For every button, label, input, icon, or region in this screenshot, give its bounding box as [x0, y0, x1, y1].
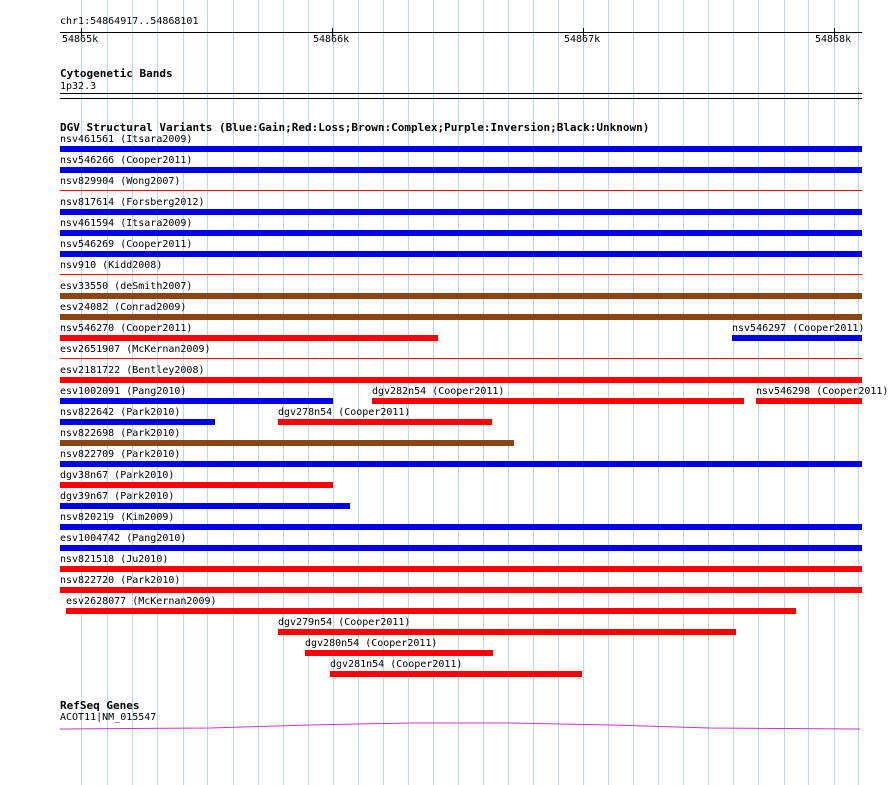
variant-label[interactable]: nsv546297 (Cooper2011)	[732, 323, 865, 334]
variant-bar-gain[interactable]	[60, 545, 862, 551]
variant-label[interactable]: nsv546270 (Cooper2011)	[60, 323, 193, 334]
variant-bar-loss[interactable]	[60, 190, 862, 191]
grid-line	[308, 0, 309, 785]
variant-bar-gain[interactable]	[732, 335, 862, 341]
variant-label[interactable]: esv1002091 (Pang2010)	[60, 386, 187, 397]
variant-bar-gain[interactable]	[60, 503, 350, 509]
variant-bar-gain[interactable]	[60, 146, 862, 152]
variant-bar-gain[interactable]	[60, 209, 862, 215]
variant-label[interactable]: nsv461594 (Itsara2009)	[60, 218, 193, 229]
variant-bar-gain[interactable]	[60, 524, 862, 530]
ruler-tick-label: 54868k	[815, 34, 852, 45]
variant-bar-loss[interactable]	[60, 335, 438, 341]
grid-line	[258, 0, 259, 785]
variant-bar-gain[interactable]	[60, 230, 862, 236]
variant-bar-loss[interactable]	[372, 398, 744, 404]
variant-label[interactable]: esv2651907 (McKernan2009)	[60, 344, 211, 355]
variant-label[interactable]: dgv282n54 (Cooper2011)	[372, 386, 505, 397]
variant-label[interactable]: nsv822642 (Park2010)	[60, 407, 181, 418]
variant-bar-loss[interactable]	[60, 566, 862, 572]
variant-label[interactable]: esv33550 (deSmith2007)	[60, 281, 193, 292]
variant-label[interactable]: dgv38n67 (Park2010)	[60, 470, 175, 481]
variant-bar-complex[interactable]	[60, 293, 862, 299]
ruler-tick-label: 54867k	[564, 34, 601, 45]
grid-line	[558, 0, 559, 785]
refseq-track-title: RefSeq Genes	[60, 699, 140, 712]
variant-label[interactable]: nsv822720 (Park2010)	[60, 575, 181, 586]
grid-line	[658, 0, 659, 785]
variant-label[interactable]: nsv829904 (Wong2007)	[60, 176, 181, 187]
cytoband-label: 1p32.3	[60, 81, 97, 92]
variant-bar-loss[interactable]	[278, 419, 492, 425]
variant-bar-loss[interactable]	[330, 671, 582, 677]
location-label: chr1:54864917..54868101	[60, 16, 199, 27]
dgv-track-title: DGV Structural Variants (Blue:Gain;Red:Loss;Brown:Complex;Purple:Inversion;Black:Unknown)	[60, 121, 650, 134]
variant-bar-loss[interactable]	[756, 398, 862, 404]
variant-label[interactable]: dgv39n67 (Park2010)	[60, 491, 175, 502]
variant-label[interactable]: nsv817614 (Forsberg2012)	[60, 197, 205, 208]
variant-label[interactable]: nsv822698 (Park2010)	[60, 428, 181, 439]
variant-label[interactable]: nsv546298 (Cooper2011)	[756, 386, 889, 397]
grid-line	[633, 0, 634, 785]
variant-label[interactable]: nsv820219 (Kim2009)	[60, 512, 175, 523]
cytoband-line-bottom	[60, 98, 862, 99]
variant-label[interactable]: dgv278n54 (Cooper2011)	[278, 407, 411, 418]
variant-bar-loss[interactable]	[60, 274, 862, 275]
ruler-tick-label: 54865k	[62, 34, 99, 45]
variant-label[interactable]: esv24082 (Conrad2009)	[60, 302, 187, 313]
variant-bar-loss[interactable]	[60, 377, 862, 383]
grid-line	[283, 0, 284, 785]
variant-label[interactable]: dgv279n54 (Cooper2011)	[278, 617, 411, 628]
cytoband-line-top	[60, 93, 862, 94]
grid-line	[733, 0, 734, 785]
variant-bar-gain[interactable]	[60, 419, 215, 425]
gene-intron-line	[60, 723, 860, 729]
variant-bar-loss[interactable]	[60, 358, 862, 359]
variant-label[interactable]: nsv546266 (Cooper2011)	[60, 155, 193, 166]
variant-bar-loss[interactable]	[305, 650, 493, 656]
variant-bar-loss[interactable]	[60, 587, 862, 593]
variant-bar-gain[interactable]	[60, 398, 333, 404]
ruler-tick-label: 54866k	[313, 34, 350, 45]
grid-line	[533, 0, 534, 785]
cytoband-track-title: Cytogenetic Bands	[60, 67, 173, 80]
variant-bar-loss[interactable]	[60, 482, 333, 488]
variant-label[interactable]: nsv822709 (Park2010)	[60, 449, 181, 460]
variant-bar-loss[interactable]	[278, 629, 736, 635]
variant-label[interactable]: esv2628077 (McKernan2009)	[66, 596, 217, 607]
grid-line	[508, 0, 509, 785]
grid-line	[233, 0, 234, 785]
ruler-line	[60, 32, 862, 33]
variant-bar-complex[interactable]	[60, 314, 862, 320]
variant-label[interactable]: nsv910 (Kidd2008)	[60, 260, 163, 271]
variant-bar-loss[interactable]	[66, 608, 796, 614]
grid-line	[608, 0, 609, 785]
variant-bar-gain[interactable]	[60, 461, 862, 467]
variant-label[interactable]: nsv821518 (Ju2010)	[60, 554, 169, 565]
variant-label[interactable]: esv1004742 (Pang2010)	[60, 533, 187, 544]
variant-bar-complex[interactable]	[60, 440, 514, 446]
variant-label[interactable]: nsv461561 (Itsara2009)	[60, 134, 193, 145]
variant-label[interactable]: esv2181722 (Bentley2008)	[60, 365, 205, 376]
variant-bar-gain[interactable]	[60, 167, 862, 173]
variant-label[interactable]: dgv281n54 (Cooper2011)	[330, 659, 463, 670]
refseq-gene-label[interactable]: ACOT11|NM_015547	[60, 712, 157, 723]
grid-line	[207, 0, 208, 785]
variant-label[interactable]: nsv546269 (Cooper2011)	[60, 239, 193, 250]
variant-bar-gain[interactable]	[60, 251, 862, 257]
grid-line	[708, 0, 709, 785]
variant-label[interactable]: dgv280n54 (Cooper2011)	[305, 638, 438, 649]
grid-line	[683, 0, 684, 785]
grid-line	[583, 0, 584, 785]
